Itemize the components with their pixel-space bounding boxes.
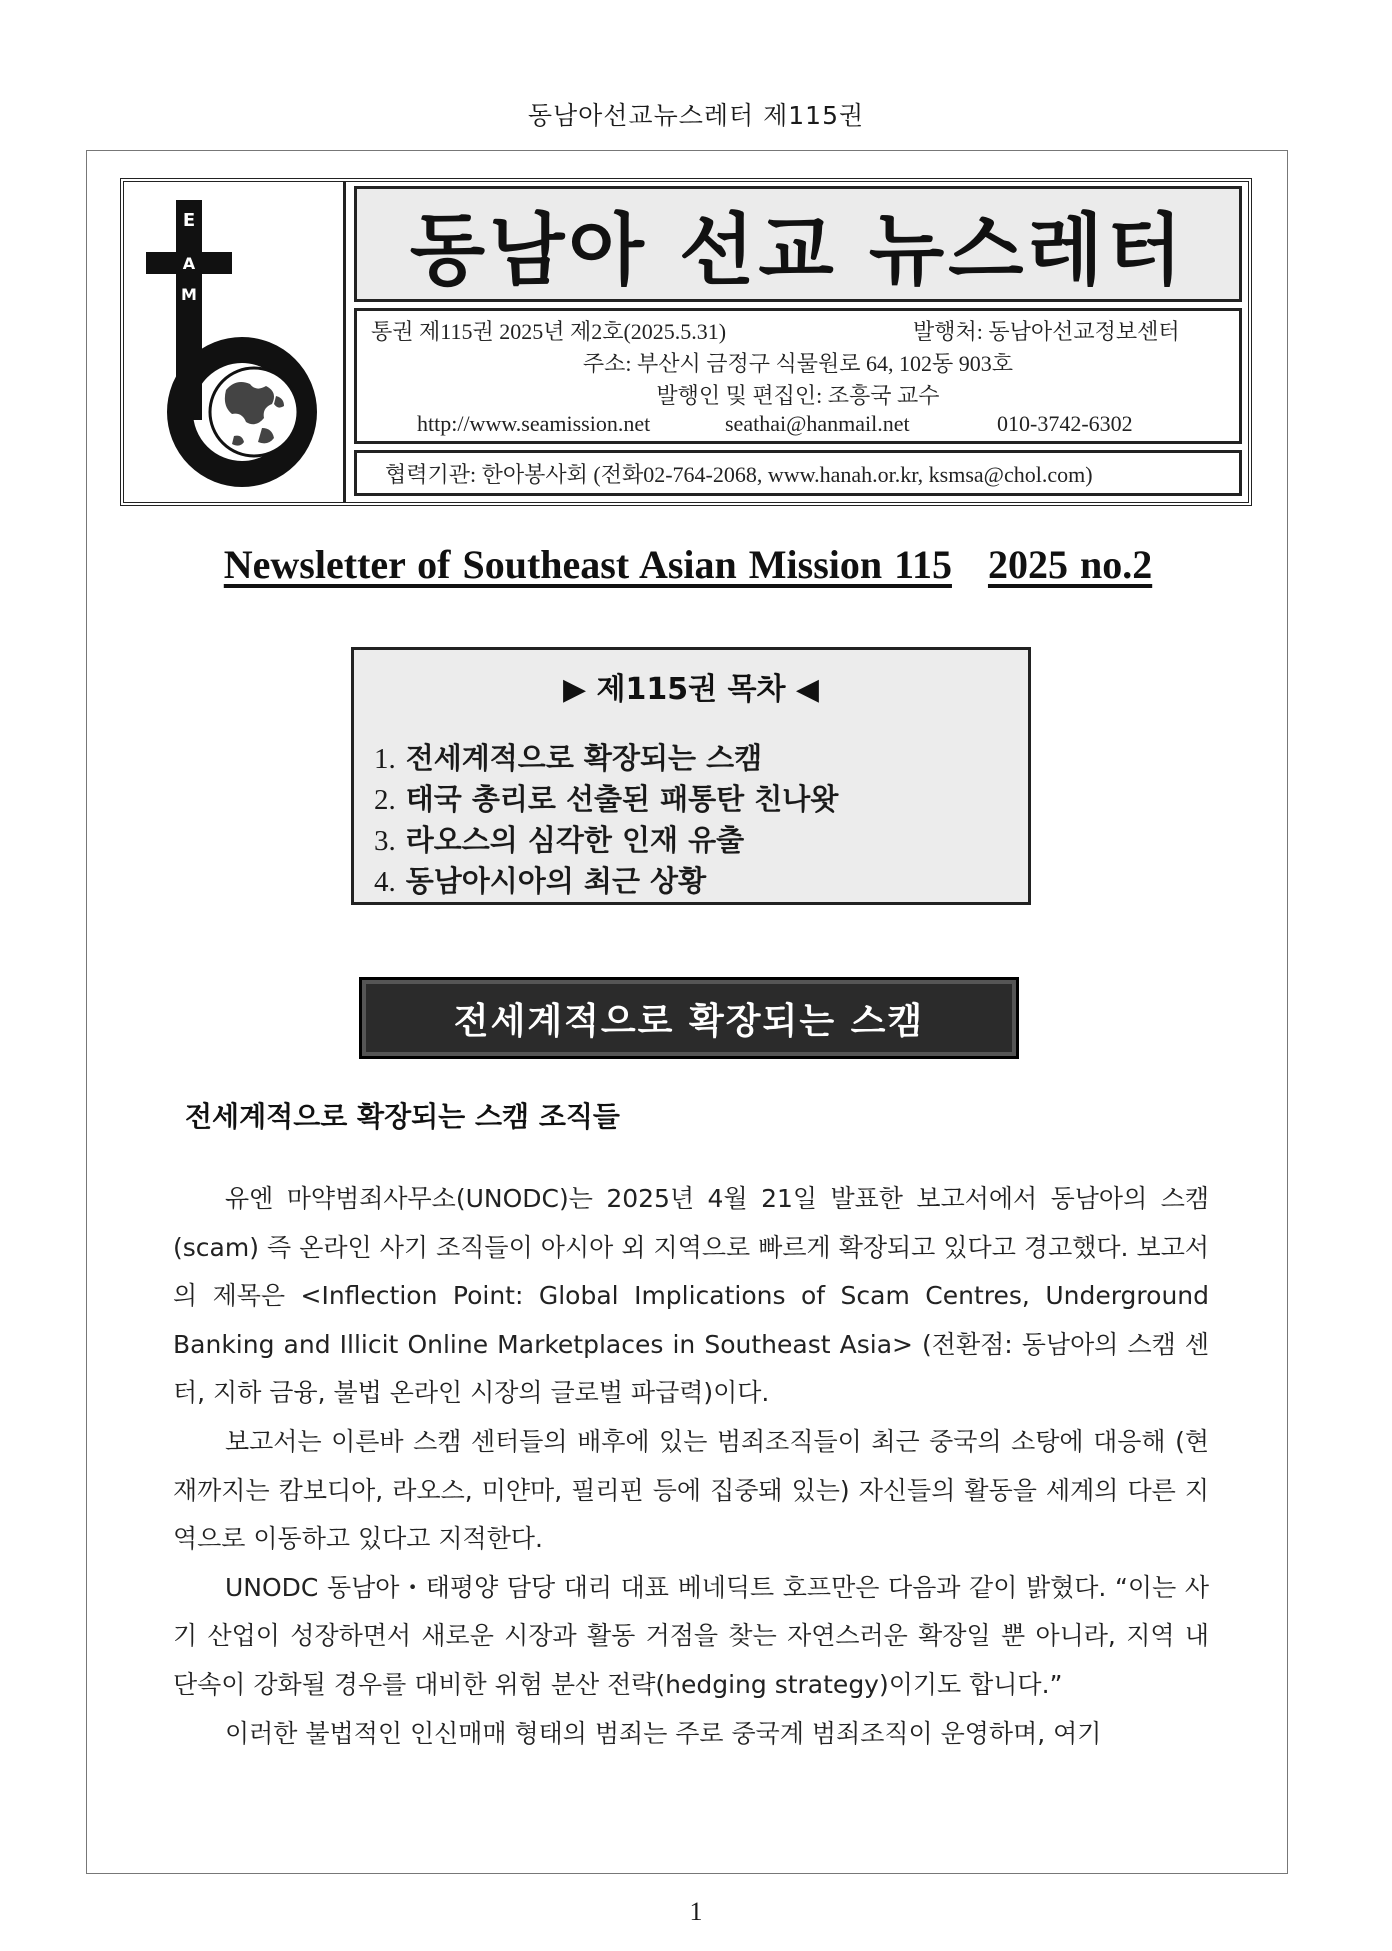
toc-item-title: 라오스의 심각한 인재 유출 bbox=[405, 823, 745, 857]
paragraph: 보고서는 이른바 스캠 센터들의 배후에 있는 범죄조직들이 최근 중국의 소탕에 대응해 (현재까지는 캄보디아, 라오스, 미얀마, 필리핀 등에 집중돼 있는) 자신들의 활동을 세계의 다른 지역으로 이동하고 있다고 지적한다. bbox=[173, 1426, 1209, 1554]
toc-item-number: 2. bbox=[374, 784, 396, 816]
partner-info: 협력기관: 한아봉사회 (전화02-764-2068, www.hanah.or.kr, ksmsa@chol.com) bbox=[385, 461, 1093, 487]
logo-letter-e: E bbox=[182, 210, 196, 231]
website-link[interactable]: http://www.seamission.net bbox=[417, 411, 651, 436]
english-title-issue: 2025 no.2 bbox=[987, 542, 1153, 587]
toc-heading: ▶ 제115권 목차 ◀ bbox=[562, 672, 820, 707]
toc-item[interactable] bbox=[374, 779, 838, 820]
paragraph: 유엔 마약범죄사무소(UNODC)는 2025년 4월 21일 발표한 보고서에서 동남아의 스캠(scam) 즉 온라인 사기 조직들이 아시아 외 지역으로 빠르게 확장되고 있다고 경고했다. 보고서의 제목은 <Inflection Point: Global Implications of Scam Centres, Underground Banking and Illicit Online Marketplaces in Southeast Asia> (전환점: 동남아의 스캠 센터, 지하 금융, 불법 온라인 시장의 글로벌 파급력)이다. bbox=[173, 1184, 1209, 1408]
publisher-info: 발행처: 동남아선교정보센터 bbox=[913, 319, 1180, 344]
email-link[interactable]: seathai@hanmail.net bbox=[725, 411, 910, 436]
article-body bbox=[173, 1175, 1209, 1758]
page-frame bbox=[86, 150, 1288, 1874]
toc-item-title: 동남아시아의 최근 상황 bbox=[405, 864, 707, 898]
phone-info: 010-3742-6302 bbox=[997, 411, 1133, 436]
info-box bbox=[354, 308, 1242, 444]
toc-item[interactable] bbox=[374, 738, 838, 779]
toc-item-number: 3. bbox=[374, 825, 396, 857]
toc-item-title: 태국 총리로 선출된 패통탄 친나왓 bbox=[405, 782, 839, 816]
title-box bbox=[354, 186, 1242, 302]
paragraph: UNODC 동남아・태평양 담당 대리 대표 베네딕트 호프만은 다음과 같이 밝혔다. “이는 사기 산업이 성장하면서 새로운 시장과 활동 거점을 찾는 자연스러운 확장일 뿐 아니라, 지역 내 단속이 강화될 경우를 대비한 위험 분산 전략(hedging strategy)이기도 합니다.” bbox=[173, 1572, 1209, 1699]
article-subheading: 전세계적으로 확장되는 스캠 조직들 bbox=[185, 1100, 620, 1133]
toc-item[interactable] bbox=[374, 820, 838, 861]
issue-info: 통권 제115권 2025년 제2호(2025.5.31) bbox=[371, 319, 727, 344]
toc-item-title: 전세계적으로 확장되는 스캠 bbox=[405, 741, 763, 775]
editor-info: 발행인 및 편집인: 조흥국 교수 bbox=[656, 383, 940, 408]
toc-item-number: 4. bbox=[374, 866, 396, 898]
section-banner bbox=[359, 977, 1019, 1059]
address-info: 주소: 부산시 금정구 식물원로 64, 102동 903호 bbox=[582, 351, 1014, 376]
masthead bbox=[120, 178, 1252, 506]
section-banner-title: 전세계적으로 확장되는 스캠 bbox=[453, 1000, 925, 1042]
toc-list bbox=[374, 738, 838, 902]
toc-item-number: 1. bbox=[374, 743, 396, 775]
logo-letter-a: A bbox=[182, 254, 196, 273]
page-number: 1 bbox=[689, 1897, 703, 1926]
english-title bbox=[87, 541, 1289, 588]
logo bbox=[124, 182, 346, 502]
running-head: 동남아선교뉴스레터 제115권 bbox=[527, 101, 865, 130]
mission-logo-icon bbox=[134, 190, 334, 490]
newsletter-title: 동남아 선교 뉴스레터 bbox=[409, 206, 1187, 296]
partner-box bbox=[354, 450, 1242, 496]
paragraph: 이러한 불법적인 인신매매 형태의 범죄는 주로 중국계 범죄조직이 운영하며, 여기 bbox=[225, 1718, 1102, 1748]
table-of-contents bbox=[351, 647, 1031, 905]
english-title-main: Newsletter of Southeast Asian Mission 115 bbox=[223, 542, 952, 587]
toc-item[interactable] bbox=[374, 861, 838, 902]
logo-letter-m: M bbox=[181, 285, 197, 304]
